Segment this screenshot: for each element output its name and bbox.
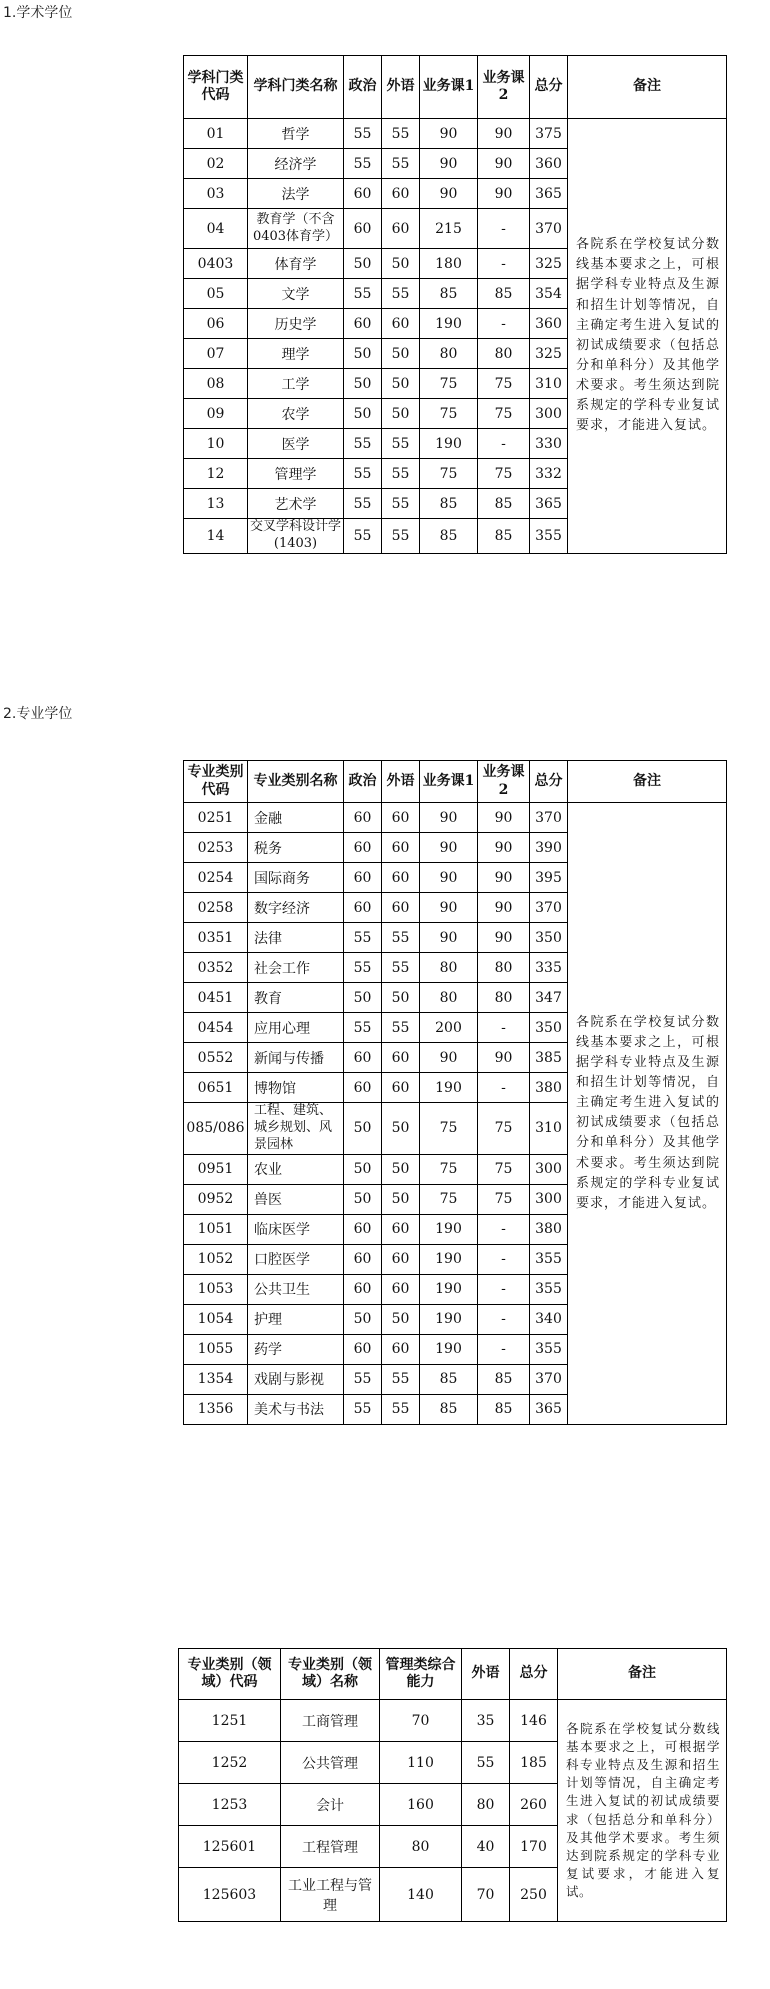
score-cell: 55 (382, 1364, 420, 1394)
name-cell: 社会工作 (248, 953, 344, 983)
name-cell: 工业工程与管理 (281, 1868, 380, 1922)
score-cell: 85 (478, 1364, 530, 1394)
score-cell: 60 (344, 309, 382, 339)
score-cell: 90 (478, 119, 530, 149)
name-cell: 文学 (248, 279, 344, 309)
score-cell: 55 (462, 1742, 510, 1784)
score-cell: 190 (420, 429, 478, 459)
table-row (179, 1700, 727, 1742)
name-cell: 工商管理 (281, 1700, 380, 1742)
score-cell: 50 (382, 369, 420, 399)
score-cell: 110 (380, 1742, 462, 1784)
header-cell: 业务课1 (420, 56, 478, 119)
name-cell: 法律 (248, 923, 344, 953)
score-cell: 40 (462, 1826, 510, 1868)
score-cell: - (478, 1073, 530, 1103)
score-cell: 50 (382, 399, 420, 429)
score-cell: 375 (530, 119, 568, 149)
code-cell: 1055 (184, 1334, 248, 1364)
score-cell: 55 (382, 119, 420, 149)
score-cell: 75 (478, 1184, 530, 1214)
header-cell: 业务课2 (478, 56, 530, 119)
name-cell: 历史学 (248, 309, 344, 339)
score-cell: 80 (420, 339, 478, 369)
code-cell: 0454 (184, 1013, 248, 1043)
score-cell: 55 (382, 1394, 420, 1424)
header-cell: 备注 (568, 56, 727, 119)
score-cell: 60 (382, 179, 420, 209)
score-cell: 55 (344, 519, 382, 554)
name-cell: 医学 (248, 429, 344, 459)
score-cell: 370 (530, 893, 568, 923)
name-cell: 艺术学 (248, 489, 344, 519)
score-cell: 85 (420, 1364, 478, 1394)
header-cell: 总分 (510, 1649, 558, 1700)
name-cell: 美术与书法 (248, 1394, 344, 1424)
section-title-professional: 2.专业学位 (3, 706, 73, 722)
score-cell: 215 (420, 209, 478, 249)
name-cell: 公共管理 (281, 1742, 380, 1784)
header-cell: 学科门类代码 (184, 56, 248, 119)
name-cell: 应用心理 (248, 1013, 344, 1043)
score-cell: 310 (530, 1103, 568, 1155)
score-cell: 80 (478, 953, 530, 983)
score-cell: 180 (420, 249, 478, 279)
code-cell: 06 (184, 309, 248, 339)
score-cell: 355 (530, 1334, 568, 1364)
score-cell: 50 (344, 369, 382, 399)
header-cell: 专业类别（领域）名称 (281, 1649, 380, 1700)
score-cell: 60 (382, 1214, 420, 1244)
header-cell: 专业类别（领域）代码 (179, 1649, 281, 1700)
name-cell: 经济学 (248, 149, 344, 179)
code-cell: 0352 (184, 953, 248, 983)
score-cell: 60 (382, 833, 420, 863)
score-cell: 35 (462, 1700, 510, 1742)
score-cell: 90 (420, 179, 478, 209)
score-cell: 55 (344, 429, 382, 459)
code-cell: 0952 (184, 1184, 248, 1214)
name-cell: 新闻与传播 (248, 1043, 344, 1073)
header-cell: 政治 (344, 56, 382, 119)
score-cell: 140 (380, 1868, 462, 1922)
score-cell: 90 (420, 1043, 478, 1073)
code-cell: 1356 (184, 1394, 248, 1424)
score-cell: 75 (420, 369, 478, 399)
score-cell: 85 (420, 519, 478, 554)
score-cell: 90 (478, 863, 530, 893)
header-cell: 专业类别名称 (248, 761, 344, 803)
code-cell: 0951 (184, 1154, 248, 1184)
score-cell: 60 (344, 1214, 382, 1244)
name-cell: 戏剧与影视 (248, 1364, 344, 1394)
header-cell: 业务课1 (420, 761, 478, 803)
name-cell: 工学 (248, 369, 344, 399)
code-cell: 01 (184, 119, 248, 149)
header-cell: 政治 (344, 761, 382, 803)
score-cell: 85 (478, 279, 530, 309)
score-cell: - (478, 1013, 530, 1043)
score-cell: 60 (382, 1274, 420, 1304)
score-cell: - (478, 249, 530, 279)
header-cell: 管理类综合能力 (380, 1649, 462, 1700)
score-cell: 325 (530, 249, 568, 279)
score-cell: 55 (344, 459, 382, 489)
code-cell: 0351 (184, 923, 248, 953)
header-cell: 总分 (530, 56, 568, 119)
score-cell: 55 (344, 489, 382, 519)
name-cell: 会计 (281, 1784, 380, 1826)
header-cell: 外语 (382, 761, 420, 803)
score-cell: 90 (478, 893, 530, 923)
score-cell: 55 (344, 149, 382, 179)
table-header-row (184, 761, 727, 803)
code-cell: 05 (184, 279, 248, 309)
score-cell: 90 (420, 119, 478, 149)
score-cell: 355 (530, 519, 568, 554)
score-cell: 60 (382, 209, 420, 249)
academic-degree-table (183, 55, 727, 554)
name-cell: 数字经济 (248, 893, 344, 923)
score-cell: 55 (382, 953, 420, 983)
score-cell: 300 (530, 399, 568, 429)
score-cell: 55 (344, 279, 382, 309)
score-cell: 90 (420, 863, 478, 893)
score-cell: 55 (382, 279, 420, 309)
code-cell: 09 (184, 399, 248, 429)
name-cell: 博物馆 (248, 1073, 344, 1103)
name-cell: 药学 (248, 1334, 344, 1364)
score-cell: 75 (420, 1184, 478, 1214)
score-cell: 90 (478, 803, 530, 833)
score-cell: 365 (530, 179, 568, 209)
code-cell: 10 (184, 429, 248, 459)
code-cell: 0552 (184, 1043, 248, 1073)
score-cell: 75 (478, 369, 530, 399)
score-cell: - (478, 429, 530, 459)
score-cell: 50 (344, 1154, 382, 1184)
score-cell: 55 (344, 923, 382, 953)
name-cell: 工程、建筑、城乡规划、风景园林 (248, 1103, 344, 1155)
name-cell: 农业 (248, 1154, 344, 1184)
score-cell: 60 (344, 893, 382, 923)
score-cell: 75 (420, 1103, 478, 1155)
remarks-cell: 各院系在学校复试分数线基本要求之上，可根据学科专业特点及生源和招生计划等情况，自主确定考生进入复试的初试成绩要求（包括总分和单科分）及其他学术要求。考生须达到院系规定的学科专业复试要求，才能进入复试。 (568, 119, 727, 554)
score-cell: 395 (530, 863, 568, 893)
name-cell: 护理 (248, 1304, 344, 1334)
score-cell: 340 (530, 1304, 568, 1334)
code-cell: 1051 (184, 1214, 248, 1244)
score-cell: 80 (462, 1784, 510, 1826)
code-cell: 0403 (184, 249, 248, 279)
score-cell: 350 (530, 923, 568, 953)
score-cell: 80 (420, 953, 478, 983)
code-cell: 0258 (184, 893, 248, 923)
name-cell: 交叉学科设计学(1403) (248, 519, 344, 554)
score-cell: 300 (530, 1154, 568, 1184)
score-cell: 55 (344, 1364, 382, 1394)
score-cell: 55 (344, 1013, 382, 1043)
section-title-academic: 1.学术学位 (3, 5, 73, 21)
score-cell: 55 (382, 923, 420, 953)
score-cell: 146 (510, 1700, 558, 1742)
score-cell: 60 (344, 803, 382, 833)
professional-degree-table (183, 760, 727, 1425)
score-cell: 360 (530, 149, 568, 179)
code-cell: 1252 (179, 1742, 281, 1784)
score-cell: 370 (530, 209, 568, 249)
score-cell: 50 (344, 399, 382, 429)
score-cell: 55 (382, 519, 420, 554)
name-cell: 法学 (248, 179, 344, 209)
score-cell: - (478, 1214, 530, 1244)
code-cell: 12 (184, 459, 248, 489)
score-cell: 75 (478, 459, 530, 489)
header-cell: 总分 (530, 761, 568, 803)
header-cell: 业务课2 (478, 761, 530, 803)
code-cell: 14 (184, 519, 248, 554)
score-cell: 60 (382, 863, 420, 893)
score-cell: 85 (478, 489, 530, 519)
table-row (184, 119, 727, 149)
score-cell: 75 (420, 459, 478, 489)
management-degree-table (178, 1648, 727, 1922)
score-cell: 85 (420, 1394, 478, 1424)
score-cell: 90 (478, 1043, 530, 1073)
header-cell: 外语 (382, 56, 420, 119)
code-cell: 0251 (184, 803, 248, 833)
score-cell: 85 (478, 519, 530, 554)
score-cell: 90 (478, 149, 530, 179)
code-cell: 0451 (184, 983, 248, 1013)
code-cell: 1053 (184, 1274, 248, 1304)
score-cell: 60 (382, 1043, 420, 1073)
score-cell: 55 (344, 1394, 382, 1424)
score-cell: 60 (382, 1073, 420, 1103)
score-cell: - (478, 1334, 530, 1364)
code-cell: 1354 (184, 1364, 248, 1394)
score-cell: 70 (380, 1700, 462, 1742)
score-cell: 60 (382, 893, 420, 923)
score-cell: - (478, 209, 530, 249)
score-cell: 50 (382, 1103, 420, 1155)
score-cell: 190 (420, 1274, 478, 1304)
name-cell: 农学 (248, 399, 344, 429)
score-cell: 80 (420, 983, 478, 1013)
code-cell: 07 (184, 339, 248, 369)
name-cell: 口腔医学 (248, 1244, 344, 1274)
score-cell: 380 (530, 1073, 568, 1103)
score-cell: 75 (420, 399, 478, 429)
name-cell: 教育学（不含0403体育学） (248, 209, 344, 249)
name-cell: 临床医学 (248, 1214, 344, 1244)
score-cell: 80 (380, 1826, 462, 1868)
name-cell: 理学 (248, 339, 344, 369)
score-cell: 250 (510, 1868, 558, 1922)
name-cell: 兽医 (248, 1184, 344, 1214)
score-cell: 370 (530, 803, 568, 833)
table-header-row (184, 56, 727, 119)
score-cell: 60 (344, 863, 382, 893)
score-cell: 50 (382, 249, 420, 279)
remarks-cell: 各院系在学校复试分数线基本要求之上，可根据学科专业特点及生源和招生计划等情况，自主确定考生进入复试的初试成绩要求（包括总分和单科分）及其他学术要求。考生须达到院系规定的学科专业复试要求，才能进入复试。 (568, 803, 727, 1425)
name-cell: 工程管理 (281, 1826, 380, 1868)
score-cell: 55 (344, 953, 382, 983)
score-cell: 60 (382, 309, 420, 339)
score-cell: 300 (530, 1184, 568, 1214)
score-cell: 60 (382, 1334, 420, 1364)
score-cell: 380 (530, 1214, 568, 1244)
score-cell: 160 (380, 1784, 462, 1826)
score-cell: 185 (510, 1742, 558, 1784)
code-cell: 125601 (179, 1826, 281, 1868)
score-cell: 170 (510, 1826, 558, 1868)
score-cell: 90 (478, 179, 530, 209)
score-cell: 90 (420, 833, 478, 863)
header-cell: 备注 (568, 761, 727, 803)
score-cell: 75 (478, 399, 530, 429)
name-cell: 管理学 (248, 459, 344, 489)
score-cell: 190 (420, 309, 478, 339)
score-cell: 325 (530, 339, 568, 369)
score-cell: 55 (382, 149, 420, 179)
score-cell: 60 (344, 1334, 382, 1364)
score-cell: 354 (530, 279, 568, 309)
header-cell: 备注 (558, 1649, 727, 1700)
score-cell: 190 (420, 1244, 478, 1274)
score-cell: 75 (478, 1103, 530, 1155)
score-cell: 370 (530, 1364, 568, 1394)
score-cell: 55 (382, 459, 420, 489)
score-cell: 80 (478, 339, 530, 369)
score-cell: 55 (382, 429, 420, 459)
score-cell: 50 (344, 983, 382, 1013)
score-cell: 365 (530, 1394, 568, 1424)
score-cell: 60 (344, 209, 382, 249)
score-cell: 335 (530, 953, 568, 983)
name-cell: 教育 (248, 983, 344, 1013)
table-header-row (179, 1649, 727, 1700)
name-cell: 税务 (248, 833, 344, 863)
score-cell: 50 (382, 1154, 420, 1184)
code-cell: 0253 (184, 833, 248, 863)
header-cell: 专业类别代码 (184, 761, 248, 803)
score-cell: 50 (382, 983, 420, 1013)
header-cell: 外语 (462, 1649, 510, 1700)
score-cell: 390 (530, 833, 568, 863)
score-cell: 190 (420, 1073, 478, 1103)
score-cell: 332 (530, 459, 568, 489)
code-cell: 0254 (184, 863, 248, 893)
score-cell: 190 (420, 1304, 478, 1334)
score-cell: 90 (420, 803, 478, 833)
score-cell: 200 (420, 1013, 478, 1043)
name-cell: 体育学 (248, 249, 344, 279)
score-cell: 55 (344, 119, 382, 149)
code-cell: 04 (184, 209, 248, 249)
remarks-cell: 各院系在学校复试分数线基本要求之上，可根据学科专业特点及生源和招生计划等情况，自主确定考生进入复试的初试成绩要求（包括总分和单科分）及其他学术要求。考生须达到院系规定的学科专业复试要求，才能进入复试。 (558, 1700, 727, 1922)
name-cell: 公共卫生 (248, 1274, 344, 1304)
header-cell: 学科门类名称 (248, 56, 344, 119)
score-cell: 355 (530, 1244, 568, 1274)
score-cell: 60 (382, 803, 420, 833)
code-cell: 1052 (184, 1244, 248, 1274)
score-cell: 85 (420, 489, 478, 519)
score-cell: 50 (382, 1184, 420, 1214)
name-cell: 金融 (248, 803, 344, 833)
score-cell: - (478, 1244, 530, 1274)
code-cell: 13 (184, 489, 248, 519)
code-cell: 085/086 (184, 1103, 248, 1155)
score-cell: 365 (530, 489, 568, 519)
score-cell: 60 (382, 1244, 420, 1274)
score-cell: 260 (510, 1784, 558, 1826)
code-cell: 03 (184, 179, 248, 209)
score-cell: 60 (344, 1244, 382, 1274)
score-cell: 85 (478, 1394, 530, 1424)
code-cell: 0651 (184, 1073, 248, 1103)
score-cell: 310 (530, 369, 568, 399)
score-cell: 347 (530, 983, 568, 1013)
score-cell: 85 (420, 279, 478, 309)
score-cell: 55 (382, 489, 420, 519)
score-cell: 50 (382, 1304, 420, 1334)
score-cell: 50 (344, 1184, 382, 1214)
code-cell: 02 (184, 149, 248, 179)
score-cell: 80 (478, 983, 530, 1013)
score-cell: 75 (478, 1154, 530, 1184)
score-cell: 90 (420, 923, 478, 953)
score-cell: 50 (344, 1103, 382, 1155)
score-cell: 90 (478, 923, 530, 953)
score-cell: 360 (530, 309, 568, 339)
score-cell: 190 (420, 1334, 478, 1364)
score-cell: 70 (462, 1868, 510, 1922)
code-cell: 08 (184, 369, 248, 399)
score-cell: 60 (344, 1043, 382, 1073)
code-cell: 125603 (179, 1868, 281, 1922)
score-cell: 50 (344, 249, 382, 279)
code-cell: 1251 (179, 1700, 281, 1742)
score-cell: 355 (530, 1274, 568, 1304)
score-cell: 55 (382, 1013, 420, 1043)
score-cell: 90 (420, 149, 478, 179)
score-cell: 60 (344, 179, 382, 209)
score-cell: 50 (382, 339, 420, 369)
score-cell: 50 (344, 339, 382, 369)
score-cell: 60 (344, 1274, 382, 1304)
score-cell: 385 (530, 1043, 568, 1073)
name-cell: 国际商务 (248, 863, 344, 893)
code-cell: 1054 (184, 1304, 248, 1334)
score-cell: - (478, 1274, 530, 1304)
score-cell: 90 (420, 893, 478, 923)
table-row (184, 803, 727, 833)
score-cell: 60 (344, 1073, 382, 1103)
score-cell: 50 (344, 1304, 382, 1334)
score-cell: 90 (478, 833, 530, 863)
score-cell: - (478, 1304, 530, 1334)
score-cell: 190 (420, 1214, 478, 1244)
score-cell: 75 (420, 1154, 478, 1184)
score-cell: 60 (344, 833, 382, 863)
name-cell: 哲学 (248, 119, 344, 149)
score-cell: - (478, 309, 530, 339)
score-cell: 350 (530, 1013, 568, 1043)
score-cell: 330 (530, 429, 568, 459)
code-cell: 1253 (179, 1784, 281, 1826)
